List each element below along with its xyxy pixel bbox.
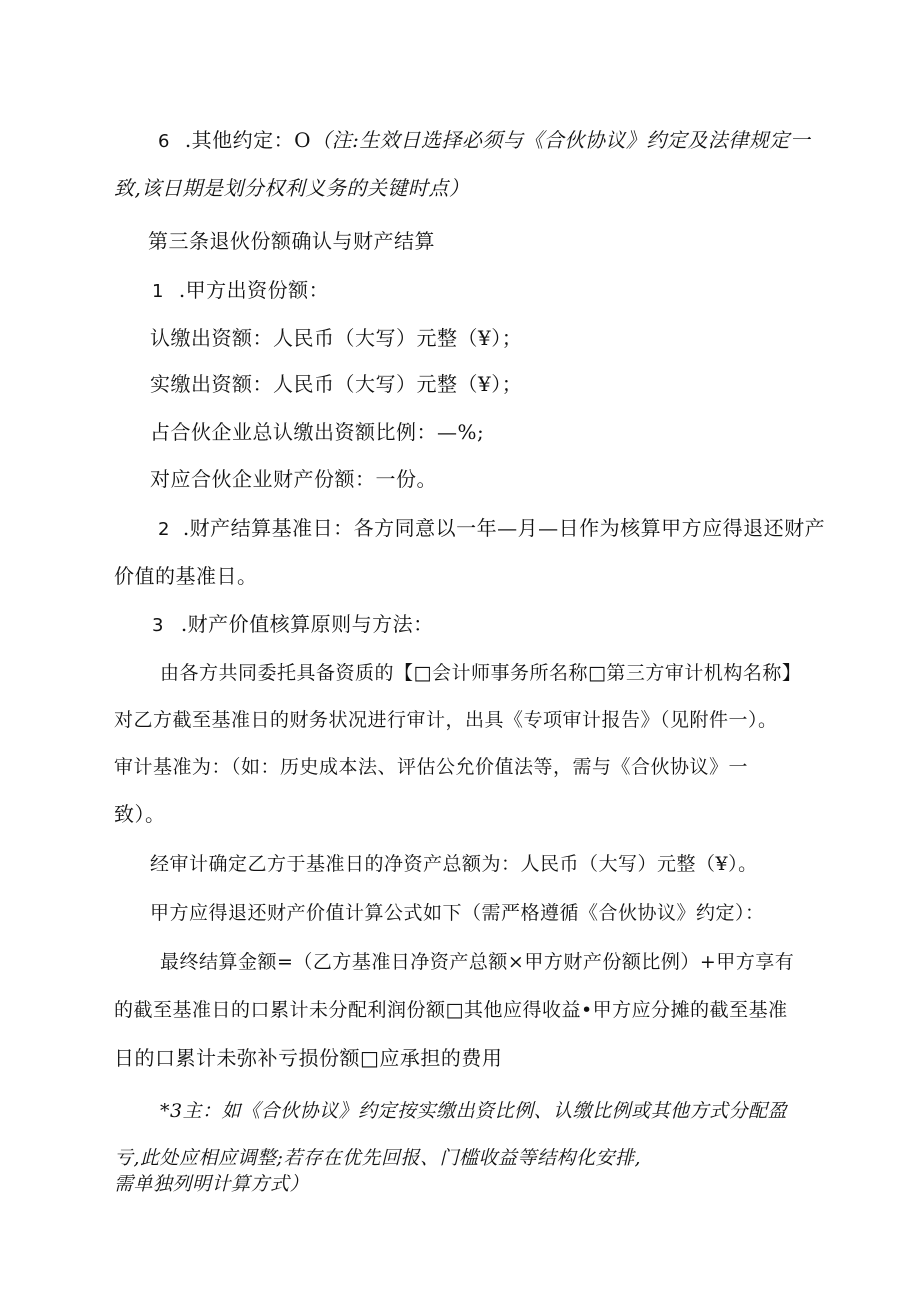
capital-ratio: 占合伙企业总认缴出资额比例：—%; [150, 420, 485, 444]
subscribed-capital: 认缴出资额：人民币（大写）元整（¥）； [150, 326, 523, 350]
audit-line-1: 由各方共同委托具备资质的【□会计师事务所名称□第三方审计机构名称】 [160, 662, 802, 684]
note-line-3: 需单独列明计算方式） [114, 1173, 310, 1195]
audit-line-3: 审计基准为：（如：历史成本法、评估公允价值法等，需与《合伙协议》一 [114, 756, 749, 778]
item1-line [152, 276, 329, 306]
item1-label: .甲方出资份额： [178, 278, 330, 302]
item2-line [158, 514, 825, 544]
note-line-1: *3主：如《合伙协议》约定按实缴出资比例、认缴比例或其他方式分配盈 [160, 1100, 788, 1122]
item6-line [158, 126, 810, 156]
note-line-2: 亏,此处应相应调整;若存在优先回报、门槛收益等结构化安排, [114, 1147, 641, 1169]
item6-note: （注:生效日选择必须与《合伙协议》约定及法律规定一 [311, 128, 811, 152]
item2-continued: 价值的基准日。 [114, 564, 258, 588]
formula-intro: 甲方应得退还财产价值计算公式如下（需严格遵循《合伙协议》约定）： [150, 902, 765, 924]
item3-line [152, 610, 434, 640]
article3-title: 第三条退伙份额确认与财产结算 [148, 229, 435, 253]
item6-number: 6 [158, 131, 170, 152]
paid-capital: 实缴出资额：人民币（大写）元整（¥）； [150, 372, 523, 396]
item6-note-continued: 致,该日期是划分权利义务的关键时点） [114, 176, 470, 200]
formula-line-2: 的截至基准日的口累计未分配利润份额□其他应得收益•甲方应分摊的截至基准 [114, 999, 788, 1021]
item3-number: 3 [152, 615, 164, 636]
item2-text: .财产结算基准日：各方同意以一年—月—日作为核算甲方应得退还财产 [182, 516, 826, 540]
item1-number: 1 [152, 281, 164, 302]
property-shares: 对应合伙企业财产份额：一份。 [150, 467, 437, 491]
net-assets-line: 经审计确定乙方于基准日的净资产总额为：人民币（大写）元整（¥）。 [150, 853, 758, 875]
formula-line-3: 日的口累计未弥补亏损份额□应承担的费用 [114, 1046, 503, 1070]
formula-line-1: 最终结算金额=（乙方基准日净资产总额×甲方财产份额比例）+甲方享有 [160, 951, 795, 973]
item2-number: 2 [158, 519, 170, 540]
item6-label: .其他约定：O [184, 128, 312, 152]
item3-label: .财产价值核算原则与方法： [180, 612, 434, 636]
audit-line-4: 致）。 [114, 802, 166, 826]
audit-line-2: 对乙方截至基准日的财务状况进行审计，出具《专项审计报告》（见附件一）。 [114, 709, 778, 731]
